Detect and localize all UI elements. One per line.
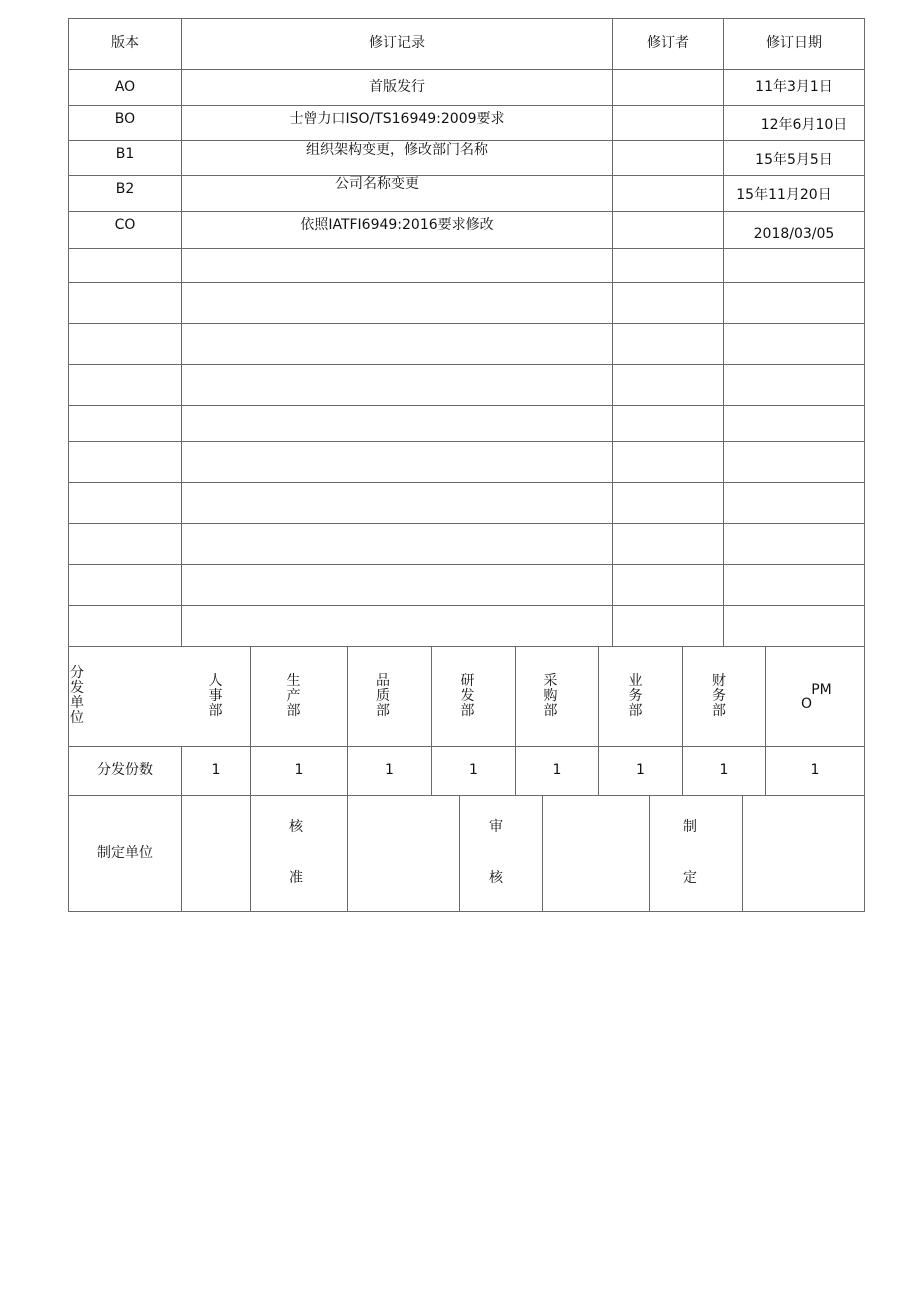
row-line	[68, 605, 865, 606]
department-char: 生	[286, 673, 301, 689]
revision-date: 11年3月1日	[755, 78, 833, 95]
row-line	[68, 282, 865, 283]
header-record: 修订记录	[369, 35, 425, 52]
revision-version: AO	[114, 78, 136, 95]
header-version: 版本	[111, 35, 139, 52]
distribution-label-char: 发	[70, 680, 84, 696]
distribution-label-char: 单	[70, 695, 84, 711]
revision-date: 15年11月20日	[736, 187, 832, 204]
distribution-label-char: 分	[70, 665, 84, 681]
revision-record: 士曾力口ISO/TS16949:2009要求	[289, 111, 505, 128]
col-line	[181, 795, 182, 912]
copies-hr: 1	[211, 762, 221, 779]
col-line	[459, 795, 460, 912]
department-char: 产	[286, 688, 301, 704]
col-line	[347, 795, 348, 912]
border-bottom	[68, 911, 865, 912]
department-char: 部	[286, 703, 301, 719]
copies-production: 1	[294, 762, 304, 779]
department-char: 部	[208, 703, 223, 719]
header-date: 修订日期	[766, 35, 822, 52]
col-line	[742, 795, 743, 912]
department-char: 务	[628, 688, 643, 704]
row-line	[68, 405, 865, 406]
row-line	[68, 482, 865, 483]
department-char: 部	[712, 703, 726, 719]
revision-record: 首版发行	[369, 78, 425, 95]
revision-version: B2	[115, 181, 135, 198]
department-sales	[598, 647, 673, 746]
department-char: 质	[376, 688, 390, 704]
department-production	[250, 647, 337, 746]
department-char: 研	[460, 673, 475, 689]
department-char: 品	[376, 673, 390, 689]
copies-pmo: 1	[810, 762, 820, 779]
department-finance	[682, 647, 756, 746]
revision-reviser	[613, 106, 723, 140]
department-char: 购	[543, 688, 558, 704]
row-line	[68, 441, 865, 442]
department-char: 部	[628, 703, 643, 719]
row-line	[68, 364, 865, 365]
department-char: O	[800, 695, 813, 712]
approve-label-char: 核	[289, 819, 303, 836]
department-rd	[431, 647, 504, 746]
copies-sales: 1	[636, 762, 645, 779]
revision-date: 15年5月5日	[755, 152, 833, 169]
approve-label-char: 准	[289, 870, 303, 887]
distribution-label-char: 位	[70, 710, 84, 726]
prepare-label-char: 制	[683, 819, 697, 836]
revision-date: 12年6月10日	[760, 117, 848, 134]
department-char: 部	[376, 703, 390, 719]
department-char: 采	[543, 673, 558, 689]
col-line	[723, 18, 724, 647]
copies-label: 分发份数	[97, 762, 153, 779]
col-line	[542, 795, 543, 912]
department-char: PM	[811, 681, 832, 698]
header-reviser: 修订者	[647, 35, 689, 52]
department-char: 部	[460, 703, 475, 719]
revision-reviser	[613, 141, 723, 175]
department-char: 部	[543, 703, 558, 719]
border-right	[864, 18, 865, 912]
revision-version: B1	[115, 146, 135, 163]
revision-version: CO	[114, 217, 136, 234]
department-char: 人	[208, 673, 223, 689]
copies-rd: 1	[469, 762, 478, 779]
department-pmo	[765, 647, 864, 746]
revision-version: BO	[114, 111, 136, 128]
department-char: 财	[712, 673, 726, 689]
review-label-char: 核	[489, 870, 503, 887]
copies-purchasing: 1	[552, 762, 562, 779]
prepare-label-char: 定	[683, 870, 697, 887]
department-char: 务	[712, 688, 726, 704]
revision-record: 公司名称变更	[335, 176, 419, 193]
review-label-char: 审	[489, 819, 503, 836]
row-line	[68, 564, 865, 565]
department-char: 业	[628, 673, 643, 689]
col-line	[250, 795, 251, 912]
copies-quality: 1	[385, 762, 394, 779]
department-hr	[181, 647, 250, 746]
prepared-unit-label: 制定单位	[97, 844, 153, 861]
department-char: 发	[460, 688, 475, 704]
revision-record: 依照IATFI6949:2016要求修改	[300, 217, 494, 234]
row-line	[68, 323, 865, 324]
distribution-label	[70, 662, 90, 730]
row-line	[68, 795, 865, 796]
department-quality	[347, 647, 419, 746]
revision-record: 组织架构变更，修改部门名称	[306, 142, 488, 159]
col-line	[649, 795, 650, 912]
department-purchasing	[515, 647, 586, 746]
row-line	[68, 523, 865, 524]
revision-date: 2018/03/05	[753, 226, 835, 243]
revision-reviser	[613, 212, 723, 248]
revision-reviser	[613, 70, 723, 105]
department-char: 事	[208, 688, 223, 704]
copies-finance: 1	[719, 762, 729, 779]
